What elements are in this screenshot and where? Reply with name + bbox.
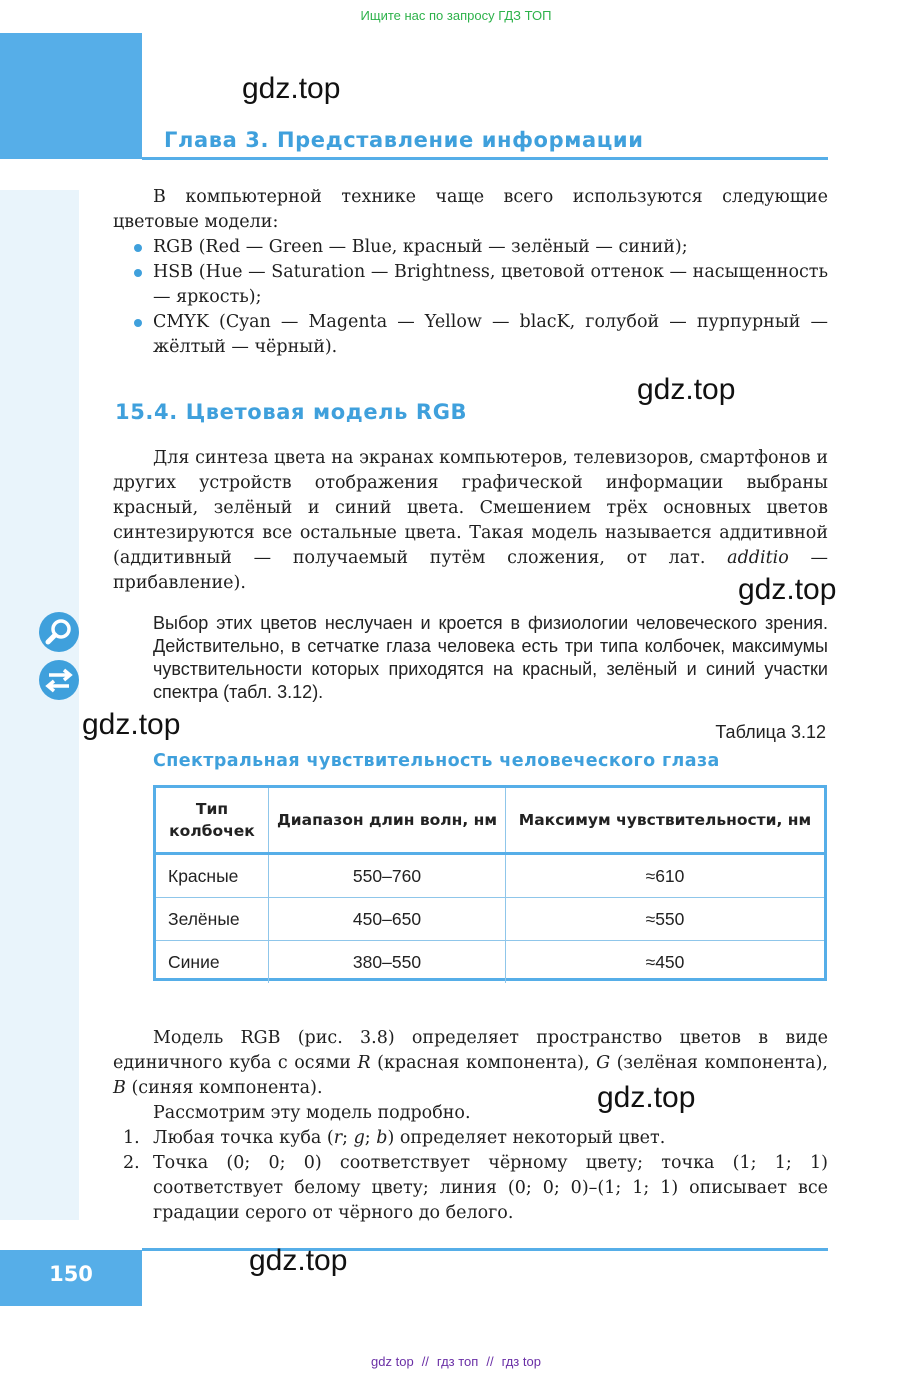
bullet-icon [134,269,142,277]
watermark: gdz.top [597,1081,696,1114]
consider-paragraph: Рассмотрим эту модель подробно. [153,1103,471,1123]
intro-paragraph: В компьютерной технике чаще всего используются следующие цветовые модели: [113,187,828,232]
column-header: Диапазон длин волн, нм [269,788,506,854]
table-cell: Зелёные [156,898,269,941]
table-cell: Синие [156,941,269,984]
bullet-icon [134,319,142,327]
table-cell: ≈610 [506,854,825,898]
section-title: 15.4. Цветовая модель RGB [115,400,468,424]
sensitivity-table [153,785,827,981]
list-item: 1. Любая точка куба (r; g; b) определяет некоторый цвет. [123,1128,666,1148]
watermark: gdz.top [249,1244,348,1277]
magnifier-icon [39,612,79,652]
table-caption: Таблица 3.12 [715,722,826,742]
table-row [156,898,824,941]
list-item: 2. Точка (0; 0; 0) соответствует чёрному цвету; точка (1; 1; 1) соответствует белому цвету; линия (0; 0; 0)–(1; 1; 1) описывает все градации серого от чёрного до белого. [123,1153,828,1223]
chapter-title: Глава 3. Представление информации [164,128,644,152]
table-cell: ≈550 [506,898,825,941]
bottom-banner: gdz top // гдз топ // гдз top [371,1354,541,1369]
chapter-divider [142,157,828,160]
table-row [156,941,824,984]
color-models-list [153,235,828,360]
column-header: Максимум чувствительности, нм [506,788,825,854]
table-header-row [156,788,824,854]
watermark: gdz.top [242,72,341,105]
page-number: 150 [49,1262,93,1286]
corner-color-block [0,33,142,159]
column-header: Тип колбочек [156,788,269,854]
table-cell: Красные [156,854,269,898]
footer-divider [142,1248,828,1251]
synthesis-paragraph: Для синтеза цвета на экранах компьютеров, телевизоров, смартфонов и других устройств отображения графической информации выбраны красный, зелёный и синий цвета. Смешением трёх основных цветов синтезируются все остальные цвета. Такая модель называется аддитивной (аддитивный — получаемый путём сложения, от лат. additio — прибавление). [113,448,828,593]
rgb-properties-list [123,1126,828,1226]
table-title: Спектральная чувствительность человеческого глаза [153,751,720,771]
table-cell: 550–760 [269,854,506,898]
table-cell: ≈450 [506,941,825,984]
intro-block [113,185,828,360]
arrows-exchange-icon [39,660,79,700]
top-banner: Ищите нас по запросу ГДЗ ТОП [360,8,552,23]
list-item: RGB (Red — Green — Blue, красный — зелёный — синий); [153,235,828,260]
watermark: gdz.top [82,708,181,741]
rgb-model-paragraph: Модель RGB (рис. 3.8) определяет пространство цветов в виде единичного куба с осями R (красная компонента), G (зелёная компонента), B (синяя компонента). [113,1028,828,1098]
table-cell: 380–550 [269,941,506,984]
side-margin-strip [0,190,79,1220]
aside-paragraph: Выбор этих цветов неслучаен и кроется в физиологии человеческого зрения. Действительно, в сетчатке глаза человека есть три типа колбочек, максимумы чувствительности которых приходятся на красный, зелёный и синий участки спектра (табл. 3.12). [153,613,828,702]
watermark: gdz.top [637,373,736,406]
bullet-icon [134,244,142,252]
list-item: HSB (Hue — Saturation — Brightness, цветовой оттенок — насыщенность — яркость); [153,260,828,310]
table-row [156,854,824,898]
watermark: gdz.top [738,573,837,606]
list-item: CMYK (Cyan — Magenta — Yellow — blacK, голубой — пурпурный — жёлтый — чёрный). [153,310,828,360]
table-cell: 450–650 [269,898,506,941]
